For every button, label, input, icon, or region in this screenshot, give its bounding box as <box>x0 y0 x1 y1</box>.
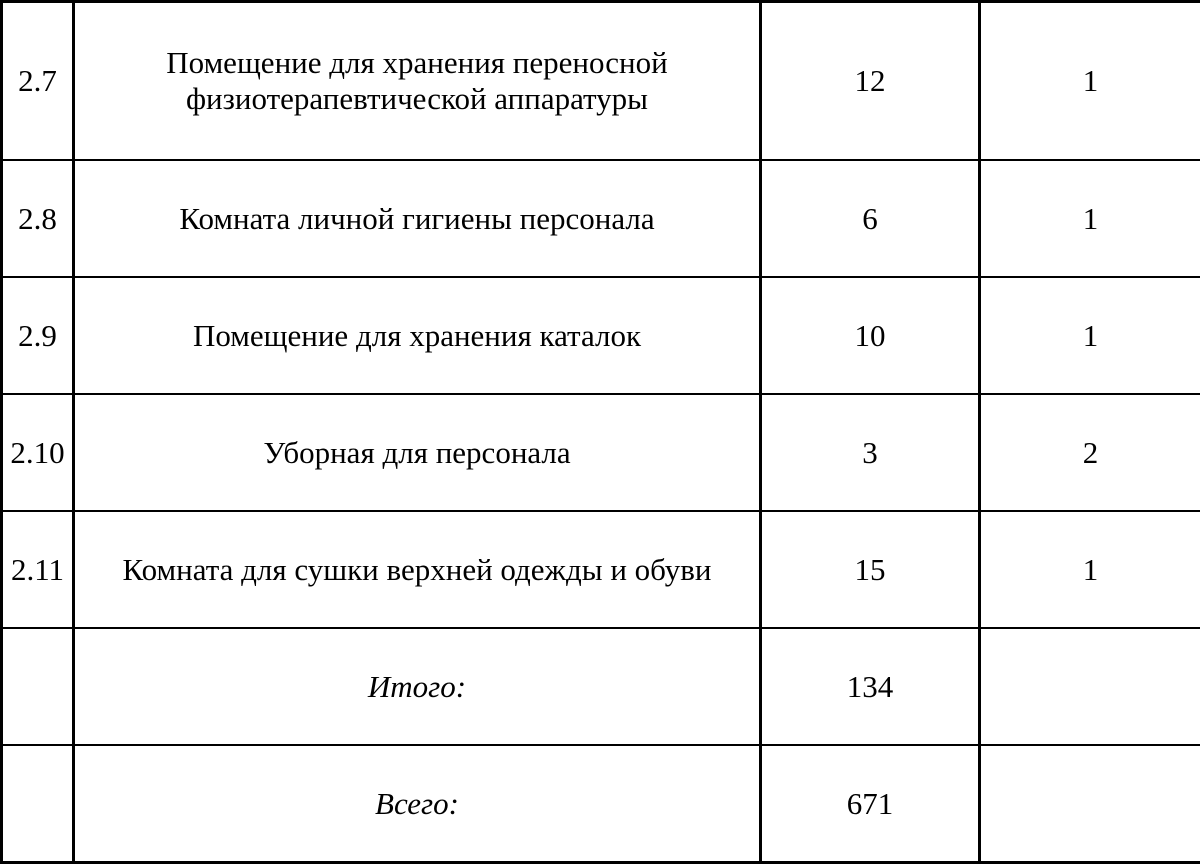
table-row <box>2 160 1200 277</box>
room-count: 1 <box>980 2 1200 161</box>
total-count-cell <box>980 745 1200 863</box>
table-row <box>2 277 1200 394</box>
row-number: 2.10 <box>2 394 74 511</box>
subtotal-row <box>2 628 1200 745</box>
room-count: 1 <box>980 277 1200 394</box>
room-count: 2 <box>980 394 1200 511</box>
room-area: 15 <box>761 511 980 628</box>
subtotal-label: Итого: <box>74 628 761 745</box>
total-row <box>2 745 1200 863</box>
room-area: 3 <box>761 394 980 511</box>
room-name: Помещение для хранения переносной физиотерапевтической аппаратуры <box>74 2 761 161</box>
room-name: Комната для сушки верхней одежды и обуви <box>74 511 761 628</box>
subtotal-count-cell <box>980 628 1200 745</box>
subtotal-area: 134 <box>761 628 980 745</box>
table-row <box>2 511 1200 628</box>
subtotal-num-cell <box>2 628 74 745</box>
table-row <box>2 394 1200 511</box>
room-area: 6 <box>761 160 980 277</box>
room-name: Уборная для персонала <box>74 394 761 511</box>
room-name: Помещение для хранения каталок <box>74 277 761 394</box>
total-num-cell <box>2 745 74 863</box>
room-count: 1 <box>980 160 1200 277</box>
total-label: Всего: <box>74 745 761 863</box>
room-name: Комната личной гигиены персонала <box>74 160 761 277</box>
row-number: 2.9 <box>2 277 74 394</box>
room-area: 10 <box>761 277 980 394</box>
room-count: 1 <box>980 511 1200 628</box>
total-area: 671 <box>761 745 980 863</box>
row-number: 2.7 <box>2 2 74 161</box>
table-row <box>2 2 1200 161</box>
room-area: 12 <box>761 2 980 161</box>
row-number: 2.8 <box>2 160 74 277</box>
row-number: 2.11 <box>2 511 74 628</box>
